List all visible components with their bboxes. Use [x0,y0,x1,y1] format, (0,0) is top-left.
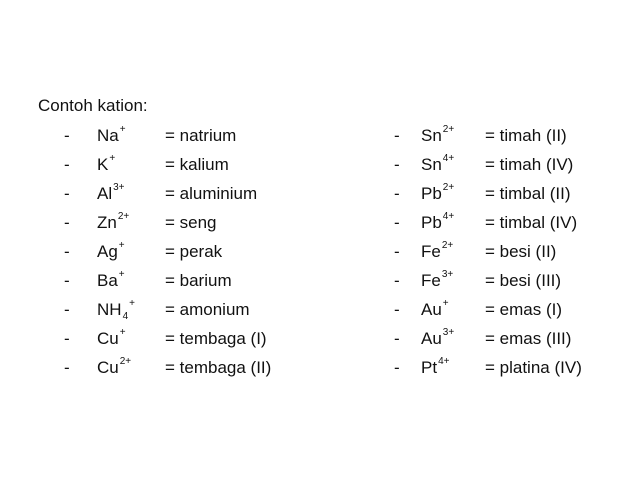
symbol-charge: 4+ [438,356,450,368]
cation-symbol [421,211,454,235]
symbol-base: Sn [421,126,442,145]
symbol-subscript: 4 [122,311,129,323]
cation-row [0,153,320,182]
list-bullet: - [64,155,70,174]
cation-row [0,327,320,356]
list-bullet: - [394,213,400,232]
cation-name: = natrium [165,126,237,145]
symbol-charge: + [129,298,135,310]
cation-name: = seng [165,213,217,232]
cation-row [0,124,320,153]
cation-symbol [421,153,454,177]
cation-name: = besi (III) [485,271,562,290]
cation-name: = timah (II) [485,126,567,145]
symbol-base: Zn [97,213,117,232]
symbol-charge: + [118,269,125,281]
list-bullet: - [394,242,400,261]
cation-row [0,269,320,298]
symbol-base: Pb [421,213,442,232]
cation-name: = emas (III) [485,329,572,348]
cation-symbol [421,124,454,148]
symbol-charge: 2+ [442,182,455,194]
list-bullet: - [394,155,400,174]
cation-symbol [97,240,125,264]
cation-name: = platina (IV) [485,358,582,377]
page-title: Contoh kation: [38,96,148,115]
cation-row [330,182,630,211]
cation-name: = emas (I) [485,300,562,319]
symbol-base: Au [421,329,442,348]
cation-list-right [330,124,630,385]
cation-row [330,240,630,269]
symbol-base: Sn [421,155,442,174]
symbol-base: Na [97,126,119,145]
list-bullet: - [394,358,400,377]
symbol-base: Al [97,184,113,203]
list-bullet: - [64,358,70,377]
symbol-base: Fe [421,271,441,290]
cation-row [330,153,630,182]
symbol-charge: 3+ [113,182,125,194]
symbol-base: Cu [97,329,119,348]
cation-name: = aluminium [165,184,258,203]
cation-symbol [97,356,131,380]
symbol-base: Fe [421,242,441,261]
symbol-base: Ba [97,271,118,290]
cation-name: = barium [165,271,232,290]
symbol-base: Pb [421,184,442,203]
cation-row [330,269,630,298]
cation-symbol [421,182,454,206]
symbol-charge: 3+ [442,327,455,339]
symbol-charge: 3+ [441,269,454,281]
symbol-charge: + [119,124,126,136]
cation-symbol [97,327,126,351]
list-bullet: - [394,184,400,203]
cation-name: = amonium [165,300,250,319]
list-bullet: - [64,271,70,290]
symbol-base: K [97,155,109,174]
symbol-charge: 2+ [117,211,130,223]
cation-name: = timah (IV) [485,155,574,174]
cation-symbol [421,298,449,322]
symbol-charge: 2+ [441,240,454,252]
symbol-charge: + [109,153,116,165]
cation-row [0,182,320,211]
cation-name: = timbal (II) [485,184,571,203]
cation-symbol [97,298,135,322]
symbol-base: NH [97,300,122,319]
list-bullet: - [64,213,70,232]
cation-symbol [421,327,454,351]
cation-row [0,211,320,240]
cation-name: = besi (II) [485,242,557,261]
symbol-charge: 4+ [442,211,455,223]
symbol-base: Au [421,300,442,319]
cation-row [330,298,630,327]
list-bullet: - [64,184,70,203]
cation-row [330,356,630,385]
symbol-base: Pt [421,358,438,377]
list-bullet: - [394,271,400,290]
list-bullet: - [64,329,70,348]
cation-row [330,211,630,240]
cation-symbol [421,240,453,264]
list-bullet: - [394,329,400,348]
cation-row [0,356,320,385]
cation-list-left [0,124,320,385]
cation-symbol [97,269,125,293]
cation-row [0,240,320,269]
cation-name: = kalium [165,155,229,174]
list-bullet: - [64,126,70,145]
cation-name: = tembaga (II) [165,358,272,377]
symbol-charge: 4+ [442,153,455,165]
symbol-base: Cu [97,358,119,377]
cation-symbol [97,153,115,177]
cation-row [330,124,630,153]
list-bullet: - [394,300,400,319]
symbol-charge: 2+ [442,124,455,136]
cation-name: = timbal (IV) [485,213,578,232]
cation-symbol [421,356,449,380]
cation-name: = perak [165,242,223,261]
cation-symbol [421,269,453,293]
cation-row [330,327,630,356]
list-bullet: - [64,300,70,319]
list-bullet: - [394,126,400,145]
cation-row [0,298,320,327]
symbol-charge: 2+ [119,356,132,368]
symbol-base: Ag [97,242,118,261]
cation-symbol [97,182,125,206]
cation-symbol [97,211,129,235]
symbol-charge: + [442,298,449,310]
cation-symbol [97,124,126,148]
symbol-charge: + [119,327,126,339]
list-bullet: - [64,242,70,261]
cation-name: = tembaga (I) [165,329,267,348]
symbol-charge: + [118,240,125,252]
